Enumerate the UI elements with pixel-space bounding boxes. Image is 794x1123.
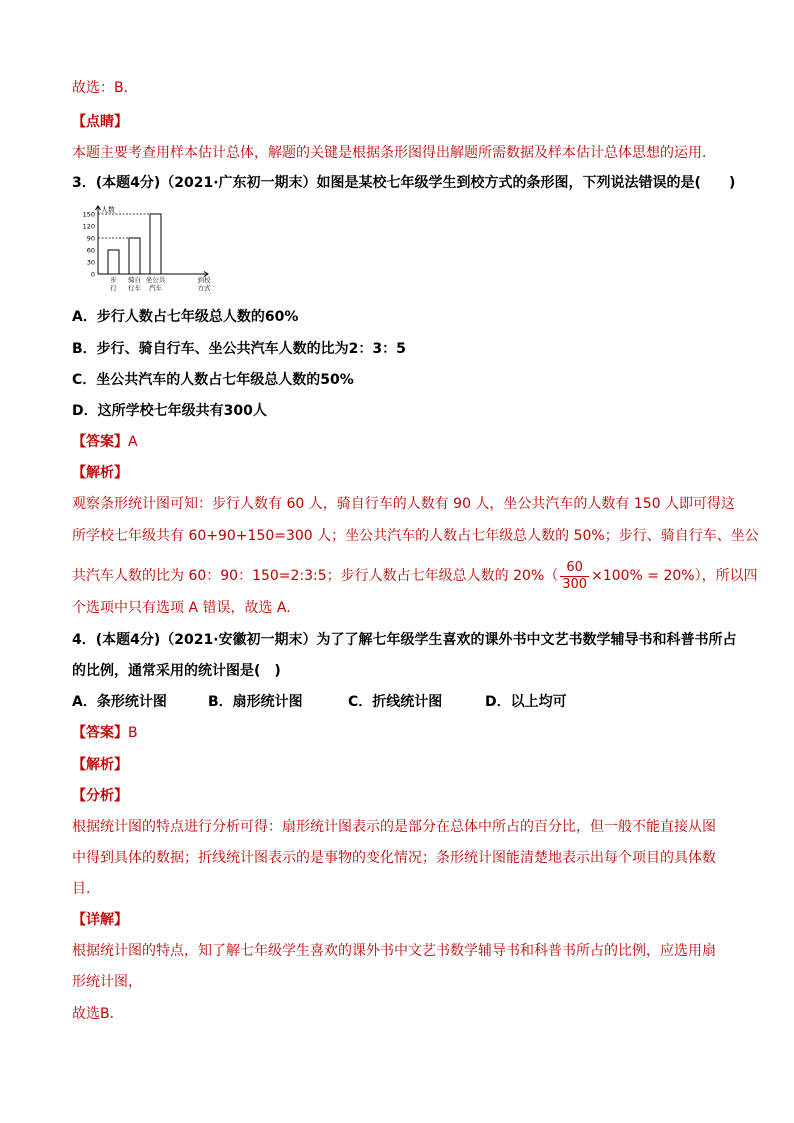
q4-analysis-heading: 【解析】 [72, 757, 128, 773]
q3-analysis-line4: 个选项中只有选项 A 错误，故选 A. [72, 600, 291, 616]
x-axis-label-1: 方式 [197, 284, 211, 292]
bar-chart [78, 198, 218, 298]
q3-option-d: D．这所学校七年级共有300人 [72, 403, 267, 419]
answer-heading: 【答案】 [72, 434, 128, 450]
q4-option-b: B．扇形统计图 [208, 694, 303, 710]
q4-xiangjie-line1: 根据统计图的特点，知了解七年级学生喜欢的课外书中文艺书数学辅导书和科普书所占的比例，应选用扇 [72, 943, 716, 959]
q4-option-c: C．折线统计图 [348, 694, 443, 710]
x-tick-label-0-1: 行 [110, 284, 117, 292]
q3-analysis-line2: 所学校七年级共有 60+90+150=300 人；坐公共汽车的人数占七年级总人数的 50%；步行、骑自行车、坐公 [72, 528, 759, 544]
q4-answer [72, 723, 138, 743]
bar-0 [108, 250, 119, 274]
x-axis-label-0: 到校 [197, 276, 211, 284]
q3-analysis-line3 [72, 558, 758, 594]
q4-option-a: A．条形统计图 [72, 694, 167, 710]
q3-stem: 3．(本题4分)（2021·广东初一期末）如图是某校七年级学生到校方式的条形图，下列说法错误的是( ) [72, 175, 736, 191]
q3-answer [72, 432, 138, 452]
q3-option-a: A．步行人数占七年级总人数的60% [72, 309, 299, 325]
x-tick-label-2-1: 汽车 [149, 284, 162, 292]
q4-xiangjie-line2: 形统计图， [72, 974, 142, 990]
x-tick-label-1-1: 行车 [128, 284, 141, 292]
q4-stem-line1: 4．(本题4分)（2021·安徽初一期末）为了了解七年级学生喜欢的课外书中文艺书数学辅导书和科普书所占 [72, 632, 737, 648]
answer-value: A [128, 434, 138, 450]
x-tick-label-2-0: 坐公共 [145, 276, 166, 284]
line3-text: 共汽车人数的比为 60：90：150=2:3:5；步行人数占七年级总人数的 20%（ [72, 568, 559, 584]
bar-1 [129, 238, 140, 274]
fraction [560, 560, 589, 593]
answer-value: B [128, 725, 138, 741]
q4-fenxi-heading: 【分析】 [72, 788, 128, 804]
y-tick-label-4: 120 [82, 222, 95, 231]
previous-choice: 故选：B． [72, 80, 138, 96]
line3-tail: ），所以四 [694, 568, 758, 584]
answer-heading: 【答案】 [72, 725, 128, 741]
y-tick-label-3: 90 [86, 234, 95, 243]
q4-stem-line2: 的比例，通常采用的统计图是( ) [72, 663, 281, 679]
q3-option-c: C．坐公共汽车的人数占七年级总人数的50% [72, 372, 354, 388]
q4-choice: 故选B． [72, 1006, 124, 1022]
q4-fenxi-line2: 中得到具体的数据；折线统计图表示的是事物的变化情况；条形统计图能清楚地表示出每个项目的具体数 [72, 850, 716, 866]
y-tick-label-2: 60 [86, 246, 95, 255]
q4-fenxi-line1: 根据统计图的特点进行分析可得：扇形统计图表示的是部分在总体中所占的百分比，但一般不能直接从图 [72, 819, 716, 835]
x-tick-label-1-0: 骑自 [128, 276, 141, 284]
x-tick-label-0-0: 步 [110, 276, 117, 284]
bar-2 [150, 214, 161, 274]
y-tick-label-1: 30 [86, 258, 95, 267]
q3-analysis-line1: 观察条形统计图可知：步行人数有 60 人，骑自行车的人数有 90 人，坐公共汽车的人数有 150 人即可得这 [72, 496, 736, 512]
q3-analysis-heading: 【解析】 [72, 465, 128, 481]
y-tick-label-5: 150 [82, 210, 95, 219]
tip-text: 本题主要考查用样本估计总体，解题的关键是根据条形图得出解题所需数据及样本估计总体思想的运用． [72, 145, 716, 161]
q3-option-b: B．步行、骑自行车、坐公共汽车人数的比为2：3：5 [72, 341, 406, 357]
y-tick-label-0: 0 [90, 270, 95, 279]
percent-expression: ×100% = 20% [591, 568, 695, 584]
q4-option-d: D．以上均可 [485, 694, 567, 710]
q4-fenxi-line3: 目． [72, 881, 100, 897]
fraction-numerator: 60 [560, 560, 589, 577]
q4-xiangjie-heading: 【详解】 [72, 912, 128, 928]
fraction-denominator: 300 [562, 576, 588, 592]
y-axis-label: 人数 [101, 206, 115, 214]
tip-heading: 【点睛】 [72, 114, 128, 130]
